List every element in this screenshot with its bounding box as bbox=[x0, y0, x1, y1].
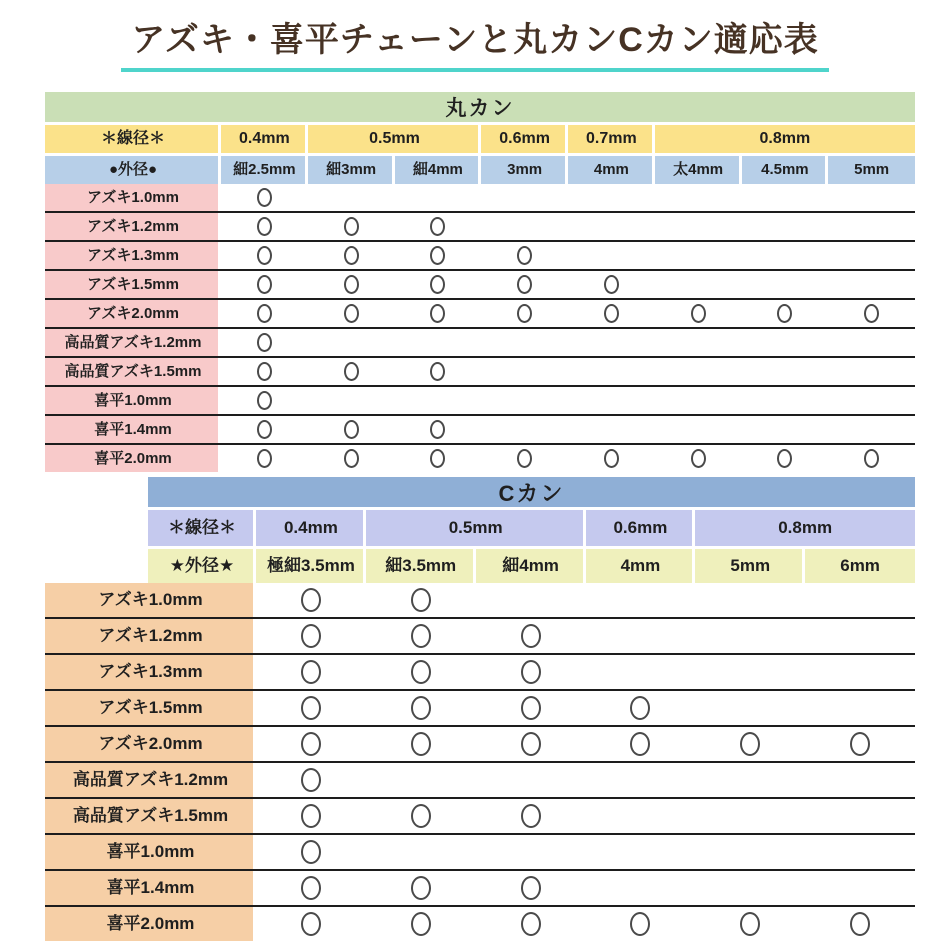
ckan-compat-cell bbox=[366, 871, 476, 905]
ckan-compat-cell bbox=[586, 835, 696, 869]
circle-mark-icon bbox=[740, 732, 760, 756]
marukan-wire-diameter-value: 0.7mm bbox=[568, 125, 655, 153]
marukan-compat-cell bbox=[568, 242, 655, 269]
marukan-compat-cell bbox=[308, 416, 395, 443]
marukan-compatibility-matrix bbox=[45, 184, 915, 472]
ckan-outer-diameter-label: ★外径★ bbox=[148, 549, 256, 583]
marukan-compat-cell bbox=[655, 242, 742, 269]
marukan-wire-diameter-value: 0.6mm bbox=[481, 125, 568, 153]
ckan-chain-row-label: 喜平1.0mm bbox=[45, 835, 256, 869]
marukan-compat-cell bbox=[828, 416, 915, 443]
marukan-compat-cell bbox=[828, 445, 915, 472]
circle-mark-icon bbox=[411, 804, 431, 828]
marukan-compat-cell bbox=[655, 184, 742, 211]
ckan-compat-cell bbox=[695, 655, 805, 689]
marukan-wire-diameter-row bbox=[45, 125, 915, 153]
marukan-chain-row bbox=[45, 184, 915, 211]
marukan-compat-cell bbox=[395, 329, 482, 356]
circle-mark-icon bbox=[430, 304, 445, 323]
circle-mark-icon bbox=[301, 768, 321, 792]
ckan-compat-cell bbox=[805, 691, 915, 725]
marukan-compat-cell bbox=[395, 213, 482, 240]
ckan-compat-cell bbox=[256, 799, 366, 833]
marukan-compat-cell bbox=[742, 271, 829, 298]
ckan-compat-cell bbox=[476, 763, 586, 797]
ckan-compat-cell bbox=[586, 691, 696, 725]
marukan-chain-row bbox=[45, 211, 915, 240]
circle-mark-icon bbox=[521, 804, 541, 828]
marukan-compat-cell bbox=[828, 184, 915, 211]
circle-mark-icon bbox=[411, 912, 431, 936]
marukan-outer-diameter-value: 細3mm bbox=[308, 156, 395, 184]
marukan-chain-row-label: アズキ2.0mm bbox=[45, 300, 221, 327]
ckan-chain-row bbox=[45, 761, 915, 797]
marukan-compat-cell bbox=[308, 271, 395, 298]
ckan-chain-row bbox=[45, 905, 915, 941]
marukan-chain-row-label: 喜平1.0mm bbox=[45, 387, 221, 414]
circle-mark-icon bbox=[630, 696, 650, 720]
marukan-wire-diameter-value: 0.4mm bbox=[221, 125, 308, 153]
ckan-table-header bbox=[148, 477, 915, 583]
ckan-compat-cell bbox=[366, 835, 476, 869]
ckan-compat-cell bbox=[366, 907, 476, 941]
circle-mark-icon bbox=[864, 304, 879, 323]
circle-mark-icon bbox=[411, 732, 431, 756]
marukan-compat-cell bbox=[308, 300, 395, 327]
circle-mark-icon bbox=[301, 696, 321, 720]
ckan-outer-diameter-row bbox=[148, 549, 915, 583]
marukan-compat-cell bbox=[221, 184, 308, 211]
circle-mark-icon bbox=[691, 449, 706, 468]
circle-mark-icon bbox=[517, 449, 532, 468]
ckan-compat-cell bbox=[476, 583, 586, 617]
circle-mark-icon bbox=[521, 732, 541, 756]
ckan-chain-row bbox=[45, 797, 915, 833]
marukan-outer-diameter-value: 3mm bbox=[481, 156, 568, 184]
marukan-compat-cell bbox=[742, 416, 829, 443]
marukan-compat-cell bbox=[221, 242, 308, 269]
circle-mark-icon bbox=[301, 660, 321, 684]
ckan-wire-diameter-row bbox=[148, 510, 915, 546]
ckan-compat-cell bbox=[366, 763, 476, 797]
circle-mark-icon bbox=[301, 804, 321, 828]
marukan-compat-cell bbox=[481, 242, 568, 269]
circle-mark-icon bbox=[521, 912, 541, 936]
circle-mark-icon bbox=[411, 660, 431, 684]
ckan-chain-row-label: アズキ2.0mm bbox=[45, 727, 256, 761]
marukan-chain-row-label: アズキ1.3mm bbox=[45, 242, 221, 269]
ckan-table-body bbox=[45, 583, 915, 941]
marukan-outer-diameter-value: 4.5mm bbox=[742, 156, 829, 184]
marukan-outer-diameter-value: 細2.5mm bbox=[221, 156, 308, 184]
marukan-chain-row bbox=[45, 327, 915, 356]
circle-mark-icon bbox=[257, 217, 272, 236]
ckan-compat-cell bbox=[366, 619, 476, 653]
marukan-compat-cell bbox=[395, 416, 482, 443]
circle-mark-icon bbox=[411, 588, 431, 612]
marukan-compat-cell bbox=[395, 387, 482, 414]
circle-mark-icon bbox=[864, 449, 879, 468]
ckan-compat-cell bbox=[695, 871, 805, 905]
ckan-outer-diameter-value: 5mm bbox=[695, 549, 805, 583]
marukan-compat-cell bbox=[221, 387, 308, 414]
marukan-compat-cell bbox=[221, 445, 308, 472]
marukan-compat-cell bbox=[568, 445, 655, 472]
marukan-compat-cell bbox=[568, 358, 655, 385]
marukan-compat-cell bbox=[481, 300, 568, 327]
circle-mark-icon bbox=[521, 624, 541, 648]
circle-mark-icon bbox=[777, 449, 792, 468]
ckan-compat-cell bbox=[586, 763, 696, 797]
ckan-compat-cell bbox=[256, 655, 366, 689]
marukan-compat-cell bbox=[308, 329, 395, 356]
marukan-chain-row-label: 喜平1.4mm bbox=[45, 416, 221, 443]
marukan-chain-row-label: アズキ1.2mm bbox=[45, 213, 221, 240]
ckan-compat-cell bbox=[695, 907, 805, 941]
circle-mark-icon bbox=[521, 660, 541, 684]
marukan-compat-cell bbox=[481, 213, 568, 240]
marukan-compat-cell bbox=[308, 387, 395, 414]
marukan-compat-cell bbox=[308, 445, 395, 472]
marukan-compat-cell bbox=[568, 416, 655, 443]
marukan-compat-cell bbox=[742, 213, 829, 240]
ckan-chain-row-label: アズキ1.3mm bbox=[45, 655, 256, 689]
circle-mark-icon bbox=[850, 732, 870, 756]
marukan-compat-cell bbox=[221, 271, 308, 298]
marukan-chain-row-label: 高品質アズキ1.2mm bbox=[45, 329, 221, 356]
circle-mark-icon bbox=[604, 275, 619, 294]
circle-mark-icon bbox=[257, 420, 272, 439]
ckan-compat-cell bbox=[805, 727, 915, 761]
marukan-compat-cell bbox=[395, 184, 482, 211]
ckan-compat-cell bbox=[256, 691, 366, 725]
marukan-chain-row bbox=[45, 356, 915, 385]
marukan-compat-cell bbox=[481, 445, 568, 472]
marukan-compat-cell bbox=[481, 416, 568, 443]
ckan-chain-row-label: 喜平2.0mm bbox=[45, 907, 256, 941]
ckan-outer-diameter-value: 極細3.5mm bbox=[256, 549, 366, 583]
marukan-compat-cell bbox=[221, 329, 308, 356]
ckan-compat-cell bbox=[256, 907, 366, 941]
ckan-compat-cell bbox=[476, 727, 586, 761]
circle-mark-icon bbox=[517, 246, 532, 265]
ckan-compat-cell bbox=[476, 799, 586, 833]
ckan-chain-row bbox=[45, 833, 915, 869]
ckan-compat-cell bbox=[695, 691, 805, 725]
marukan-compat-cell bbox=[221, 213, 308, 240]
marukan-chain-row-label: 高品質アズキ1.5mm bbox=[45, 358, 221, 385]
marukan-outer-diameter-row bbox=[45, 156, 915, 184]
ckan-chain-row bbox=[45, 653, 915, 689]
marukan-chain-row bbox=[45, 240, 915, 269]
ckan-compat-cell bbox=[586, 619, 696, 653]
marukan-outer-diameter-value: 4mm bbox=[568, 156, 655, 184]
circle-mark-icon bbox=[430, 275, 445, 294]
circle-mark-icon bbox=[630, 912, 650, 936]
marukan-chain-row-label: 喜平2.0mm bbox=[45, 445, 221, 472]
marukan-compat-cell bbox=[742, 358, 829, 385]
marukan-chain-row bbox=[45, 414, 915, 443]
circle-mark-icon bbox=[517, 275, 532, 294]
ckan-compat-cell bbox=[256, 763, 366, 797]
ckan-outer-diameter-value: 細3.5mm bbox=[366, 549, 476, 583]
ckan-compat-cell bbox=[695, 763, 805, 797]
circle-mark-icon bbox=[740, 912, 760, 936]
ckan-outer-diameter-value: 6mm bbox=[805, 549, 915, 583]
circle-mark-icon bbox=[430, 362, 445, 381]
marukan-compat-cell bbox=[481, 387, 568, 414]
circle-mark-icon bbox=[430, 449, 445, 468]
marukan-compat-cell bbox=[828, 358, 915, 385]
ckan-compat-cell bbox=[476, 871, 586, 905]
ckan-compat-cell bbox=[256, 619, 366, 653]
marukan-wire-diameter-value: 0.8mm bbox=[655, 125, 915, 153]
ckan-compat-cell bbox=[805, 583, 915, 617]
circle-mark-icon bbox=[430, 420, 445, 439]
ckan-compat-cell bbox=[805, 835, 915, 869]
marukan-table-title: 丸カン bbox=[45, 92, 915, 122]
ckan-compat-cell bbox=[476, 907, 586, 941]
circle-mark-icon bbox=[257, 188, 272, 207]
marukan-compat-cell bbox=[221, 416, 308, 443]
marukan-compat-cell bbox=[828, 213, 915, 240]
marukan-compat-cell bbox=[655, 213, 742, 240]
ckan-compat-cell bbox=[695, 583, 805, 617]
ckan-compat-cell bbox=[256, 871, 366, 905]
marukan-table bbox=[45, 92, 915, 472]
marukan-compat-cell bbox=[308, 242, 395, 269]
circle-mark-icon bbox=[301, 912, 321, 936]
ckan-chain-row-label: 高品質アズキ1.5mm bbox=[45, 799, 256, 833]
marukan-compat-cell bbox=[481, 271, 568, 298]
ckan-compat-cell bbox=[256, 727, 366, 761]
ckan-compat-cell bbox=[586, 655, 696, 689]
circle-mark-icon bbox=[344, 304, 359, 323]
circle-mark-icon bbox=[411, 624, 431, 648]
marukan-wire-diameter-label: ＊線径＊ bbox=[45, 125, 221, 153]
page-title: アズキ・喜平チェーンと丸カンCカン適応表 bbox=[121, 12, 829, 72]
marukan-compat-cell bbox=[308, 213, 395, 240]
ckan-chain-row bbox=[45, 689, 915, 725]
marukan-compat-cell bbox=[568, 300, 655, 327]
marukan-compat-cell bbox=[655, 416, 742, 443]
circle-mark-icon bbox=[604, 449, 619, 468]
circle-mark-icon bbox=[521, 876, 541, 900]
marukan-compat-cell bbox=[742, 300, 829, 327]
ckan-compat-cell bbox=[586, 727, 696, 761]
marukan-compat-cell bbox=[221, 358, 308, 385]
ckan-chain-row-label: アズキ1.0mm bbox=[45, 583, 256, 617]
circle-mark-icon bbox=[257, 275, 272, 294]
marukan-chain-row bbox=[45, 269, 915, 298]
circle-mark-icon bbox=[777, 304, 792, 323]
circle-mark-icon bbox=[691, 304, 706, 323]
marukan-compat-cell bbox=[655, 358, 742, 385]
marukan-compat-cell bbox=[395, 358, 482, 385]
marukan-outer-diameter-value: 太4mm bbox=[655, 156, 742, 184]
circle-mark-icon bbox=[301, 588, 321, 612]
ckan-compat-cell bbox=[586, 583, 696, 617]
ckan-compat-cell bbox=[805, 655, 915, 689]
ckan-compat-cell bbox=[366, 583, 476, 617]
ckan-chain-row bbox=[45, 617, 915, 653]
ckan-compat-cell bbox=[476, 655, 586, 689]
ckan-chain-row-label: アズキ1.5mm bbox=[45, 691, 256, 725]
marukan-compat-cell bbox=[308, 184, 395, 211]
circle-mark-icon bbox=[411, 876, 431, 900]
marukan-chain-row-label: アズキ1.5mm bbox=[45, 271, 221, 298]
circle-mark-icon bbox=[344, 275, 359, 294]
marukan-compat-cell bbox=[742, 184, 829, 211]
circle-mark-icon bbox=[301, 876, 321, 900]
ckan-compat-cell bbox=[695, 835, 805, 869]
ckan-chain-row bbox=[45, 869, 915, 905]
ckan-compat-cell bbox=[586, 799, 696, 833]
ckan-compat-cell bbox=[256, 583, 366, 617]
marukan-compat-cell bbox=[568, 329, 655, 356]
marukan-compat-cell bbox=[828, 271, 915, 298]
circle-mark-icon bbox=[257, 391, 272, 410]
circle-mark-icon bbox=[430, 217, 445, 236]
circle-mark-icon bbox=[630, 732, 650, 756]
ckan-compat-cell bbox=[476, 619, 586, 653]
marukan-outer-diameter-value: 細4mm bbox=[395, 156, 482, 184]
marukan-wire-diameter-value: 0.5mm bbox=[308, 125, 482, 153]
marukan-compat-cell bbox=[828, 242, 915, 269]
marukan-compat-cell bbox=[655, 329, 742, 356]
ckan-outer-diameter-value: 細4mm bbox=[476, 549, 586, 583]
circle-mark-icon bbox=[301, 624, 321, 648]
ckan-compat-cell bbox=[476, 835, 586, 869]
ckan-compat-cell bbox=[805, 871, 915, 905]
circle-mark-icon bbox=[604, 304, 619, 323]
ckan-chain-row-label: 高品質アズキ1.2mm bbox=[45, 763, 256, 797]
marukan-compat-cell bbox=[395, 445, 482, 472]
ckan-compat-cell bbox=[695, 799, 805, 833]
ckan-wire-diameter-value: 0.4mm bbox=[256, 510, 366, 546]
circle-mark-icon bbox=[301, 840, 321, 864]
marukan-compat-cell bbox=[568, 213, 655, 240]
marukan-compat-cell bbox=[395, 271, 482, 298]
ckan-compat-cell bbox=[805, 907, 915, 941]
ckan-compat-cell bbox=[805, 619, 915, 653]
marukan-compat-cell bbox=[568, 184, 655, 211]
circle-mark-icon bbox=[850, 912, 870, 936]
marukan-compat-cell bbox=[742, 242, 829, 269]
marukan-compat-cell bbox=[481, 329, 568, 356]
marukan-compat-cell bbox=[395, 242, 482, 269]
marukan-compat-cell bbox=[828, 300, 915, 327]
marukan-compat-cell bbox=[395, 300, 482, 327]
ckan-compat-cell bbox=[366, 691, 476, 725]
circle-mark-icon bbox=[517, 304, 532, 323]
marukan-chain-row-label: アズキ1.0mm bbox=[45, 184, 221, 211]
ckan-compat-cell bbox=[366, 727, 476, 761]
marukan-outer-diameter-label: ●外径● bbox=[45, 156, 221, 184]
ckan-compat-cell bbox=[476, 691, 586, 725]
ckan-compat-cell bbox=[805, 799, 915, 833]
circle-mark-icon bbox=[344, 217, 359, 236]
ckan-wire-diameter-label: ＊線径＊ bbox=[148, 510, 256, 546]
ckan-compatibility-matrix bbox=[45, 583, 915, 941]
marukan-compat-cell bbox=[655, 300, 742, 327]
ckan-wire-diameter-value: 0.8mm bbox=[695, 510, 915, 546]
ckan-compat-cell bbox=[366, 655, 476, 689]
ckan-compat-cell bbox=[695, 727, 805, 761]
ckan-compat-cell bbox=[586, 907, 696, 941]
marukan-outer-diameter-value: 5mm bbox=[828, 156, 915, 184]
page-header bbox=[0, 0, 950, 72]
circle-mark-icon bbox=[301, 732, 321, 756]
marukan-compat-cell bbox=[481, 358, 568, 385]
circle-mark-icon bbox=[257, 304, 272, 323]
marukan-compat-cell bbox=[221, 300, 308, 327]
ckan-wire-diameter-value: 0.5mm bbox=[366, 510, 586, 546]
marukan-compat-cell bbox=[742, 329, 829, 356]
marukan-compat-cell bbox=[481, 184, 568, 211]
marukan-compat-cell bbox=[828, 329, 915, 356]
ckan-chain-row-label: 喜平1.4mm bbox=[45, 871, 256, 905]
ckan-compat-cell bbox=[805, 763, 915, 797]
circle-mark-icon bbox=[344, 449, 359, 468]
ckan-chain-row bbox=[45, 583, 915, 617]
ckan-compat-cell bbox=[256, 835, 366, 869]
circle-mark-icon bbox=[257, 246, 272, 265]
ckan-table-title: Cカン bbox=[148, 477, 915, 507]
ckan-compat-cell bbox=[366, 799, 476, 833]
ckan-outer-diameter-value: 4mm bbox=[586, 549, 696, 583]
circle-mark-icon bbox=[344, 362, 359, 381]
marukan-chain-row bbox=[45, 385, 915, 414]
circle-mark-icon bbox=[257, 333, 272, 352]
marukan-compat-cell bbox=[568, 271, 655, 298]
marukan-chain-row bbox=[45, 298, 915, 327]
ckan-chain-row-label: アズキ1.2mm bbox=[45, 619, 256, 653]
ckan-compat-cell bbox=[695, 619, 805, 653]
circle-mark-icon bbox=[344, 246, 359, 265]
circle-mark-icon bbox=[430, 246, 445, 265]
marukan-compat-cell bbox=[742, 387, 829, 414]
circle-mark-icon bbox=[257, 362, 272, 381]
marukan-compat-cell bbox=[828, 387, 915, 414]
marukan-compat-cell bbox=[655, 387, 742, 414]
circle-mark-icon bbox=[344, 420, 359, 439]
marukan-compat-cell bbox=[742, 445, 829, 472]
marukan-compat-cell bbox=[568, 387, 655, 414]
circle-mark-icon bbox=[257, 449, 272, 468]
ckan-chain-row bbox=[45, 725, 915, 761]
ckan-wire-diameter-value: 0.6mm bbox=[586, 510, 696, 546]
marukan-compat-cell bbox=[655, 271, 742, 298]
marukan-compat-cell bbox=[308, 358, 395, 385]
marukan-chain-row bbox=[45, 443, 915, 472]
ckan-compat-cell bbox=[586, 871, 696, 905]
marukan-compat-cell bbox=[655, 445, 742, 472]
circle-mark-icon bbox=[411, 696, 431, 720]
circle-mark-icon bbox=[521, 696, 541, 720]
